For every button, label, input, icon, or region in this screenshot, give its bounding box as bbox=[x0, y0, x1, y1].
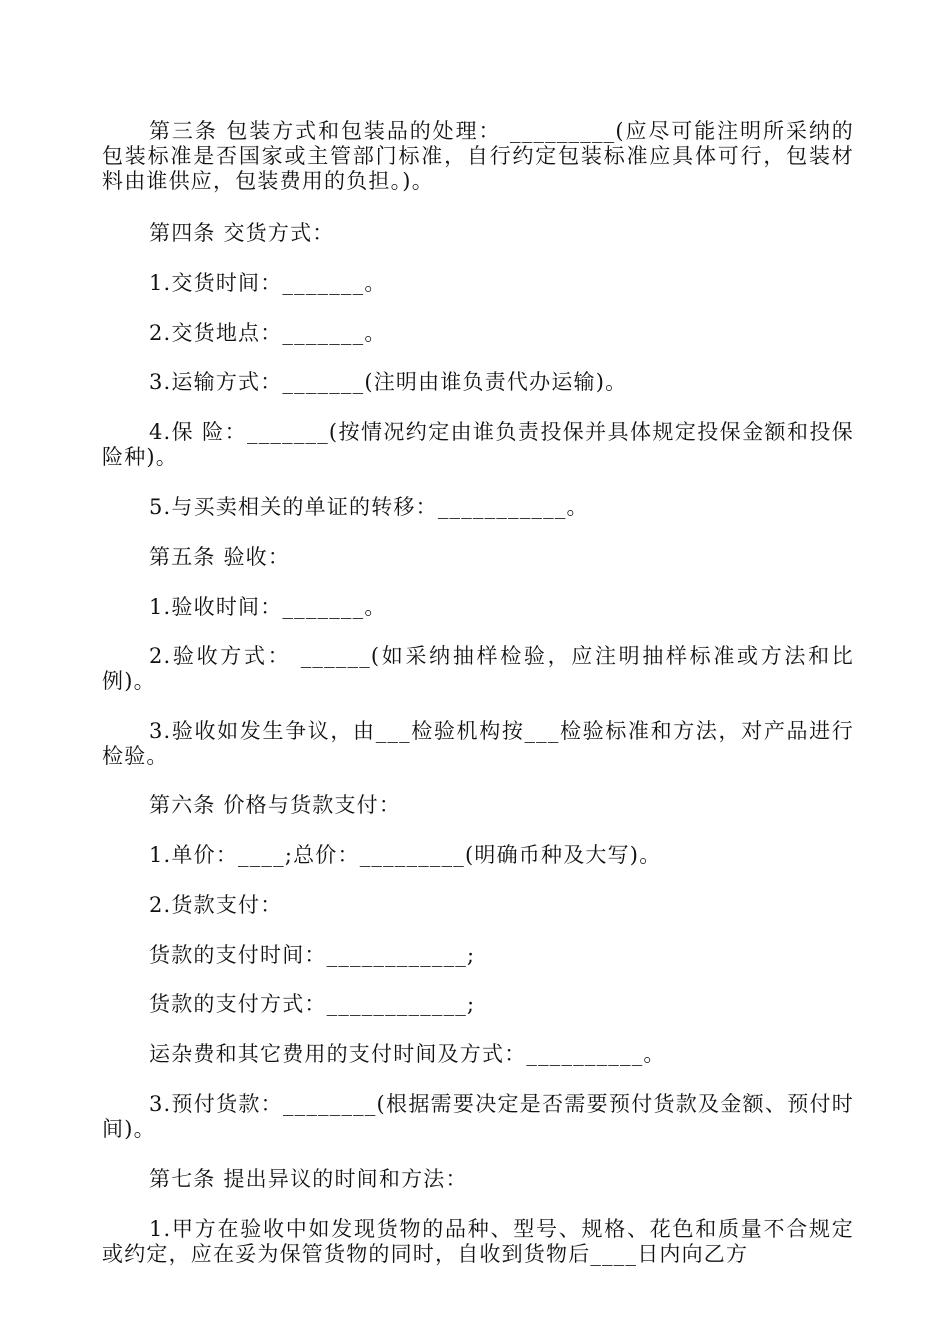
insurance-item: 4.保 险：_______(按情况约定由谁负责投保并具体规定投保金额和投保险种)。 bbox=[102, 420, 854, 469]
prepayment-item: 3.预付货款：________(根据需要决定是否需要预付货款及金额、预付时间)。 bbox=[102, 1092, 854, 1141]
clause-4-heading: 第四条 交货方式： bbox=[149, 221, 335, 245]
payment-method-item: 货款的支付方式：____________; bbox=[149, 992, 476, 1016]
objection-item-1: 1.甲方在验收中如发现货物的品种、型号、规格、花色和质量不合规定或约定，应在妥为保管货物的同时，自收到货物后____日内向乙方 bbox=[102, 1217, 854, 1266]
clause-3-packaging: 第三条 包装方式和包装品的处理： _________(应尽可能注明所采纳的包装标准是否国家或主管部门标准，自行约定包装标准应具体可行，包装材料由谁供应，包装费用的负担。)。 bbox=[102, 119, 854, 193]
inspection-time-item: 1.验收时间：_______。 bbox=[149, 595, 387, 619]
document-transfer-item: 5.与买卖相关的单证的转移：___________。 bbox=[149, 495, 589, 519]
clause-5-heading: 第五条 验收： bbox=[149, 545, 291, 569]
clause-6-heading: 第六条 价格与货款支付： bbox=[149, 793, 402, 817]
price-item: 1.单价：____;总价：_________(明确币种及大写)。 bbox=[149, 843, 662, 867]
payment-item: 2.货款支付： bbox=[149, 893, 283, 917]
payment-time-item: 货款的支付时间：____________; bbox=[149, 943, 476, 967]
inspection-dispute-item: 3.验收如发生争议，由___检验机构按___检验标准和方法，对产品进行检验。 bbox=[102, 719, 854, 768]
delivery-place-item: 2.交货地点：_______。 bbox=[149, 321, 387, 345]
inspection-method-item: 2.验收方式： ______(如采纳抽样检验，应注明抽样标准或方法和比例)。 bbox=[102, 644, 854, 693]
delivery-time-item: 1.交货时间：_______。 bbox=[149, 271, 387, 295]
freight-payment-item: 运杂费和其它费用的支付时间及方式：__________。 bbox=[149, 1042, 666, 1066]
transport-method-item: 3.运输方式：_______(注明由谁负责代办运输)。 bbox=[149, 370, 628, 394]
clause-7-heading: 第七条 提出异议的时间和方法： bbox=[149, 1167, 468, 1191]
